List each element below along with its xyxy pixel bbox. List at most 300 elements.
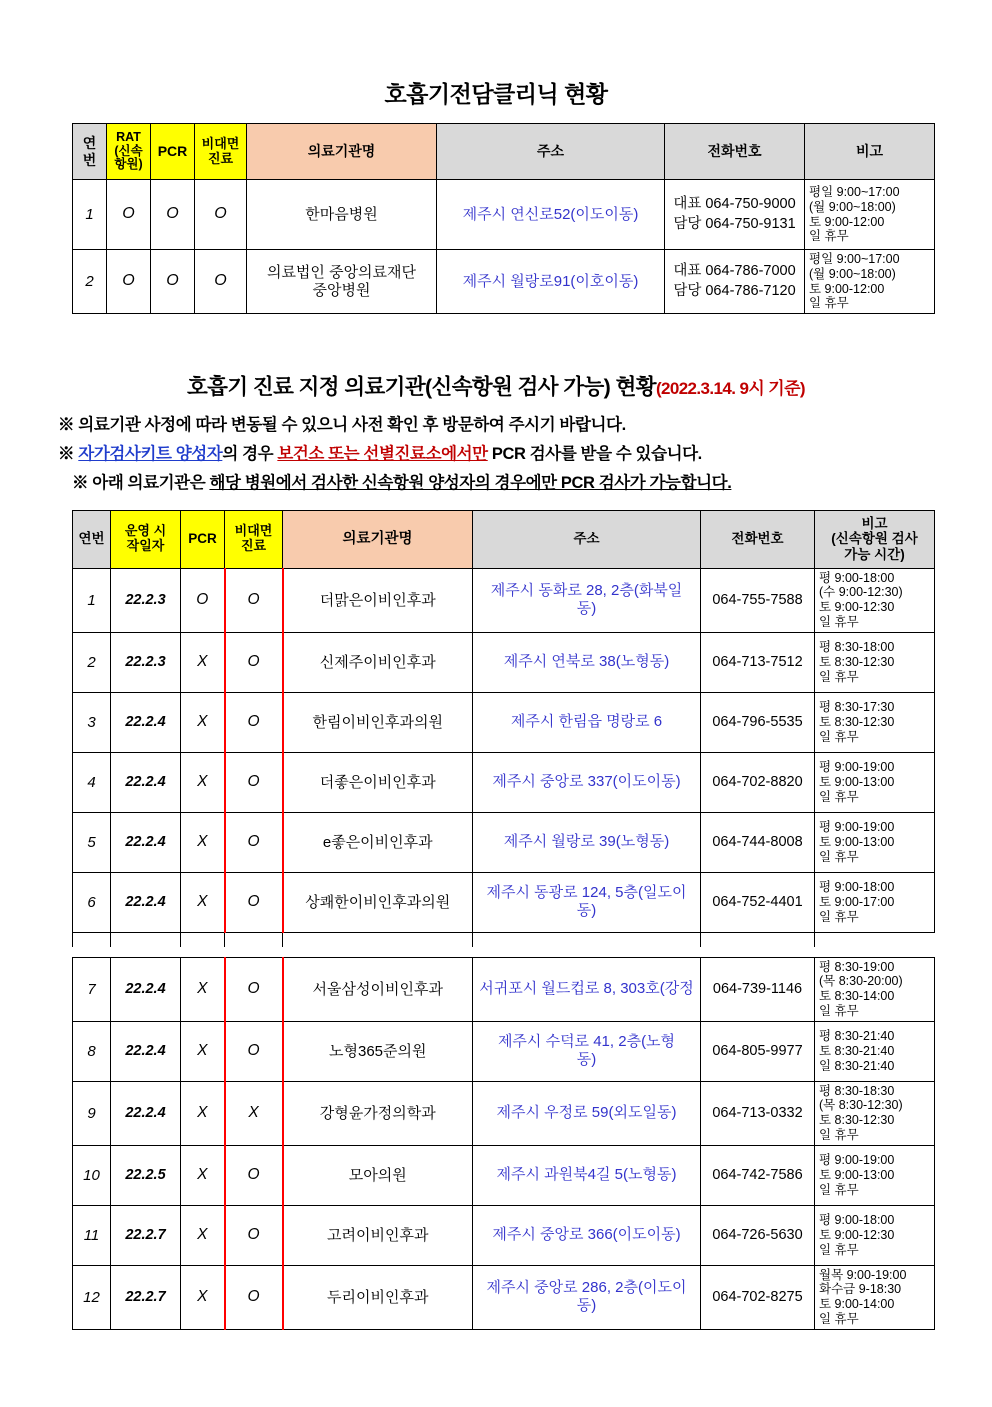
cell-phone-line1: 064-744-8008 xyxy=(712,833,803,850)
cell-institution-name-line1: 상쾌한이비인후과의원 xyxy=(305,893,451,911)
cell-institution-name-line1: 노형365준의원 xyxy=(329,1042,427,1060)
cell-note-line2: (수 9:00-12:30) xyxy=(819,585,903,600)
th-pcr: PCR xyxy=(151,124,195,180)
cell-phone-line1: 064-742-7586 xyxy=(712,1166,803,1183)
cell-start-date-line1: 22.2.5 xyxy=(125,1166,166,1183)
cell-institution-name xyxy=(283,568,473,632)
cell-institution-name xyxy=(283,872,473,932)
cell-untact xyxy=(225,812,283,872)
cell-note-line2: 토 8:30-21:40 xyxy=(819,1043,895,1058)
note-line-1 xyxy=(58,411,992,440)
cell-phone xyxy=(701,1021,815,1081)
cell-institution-name xyxy=(283,692,473,752)
cell-phone xyxy=(665,250,805,314)
page-break-gap xyxy=(0,947,992,957)
th-phone: 전화번호 xyxy=(665,124,805,180)
cell-start-date xyxy=(111,1205,181,1265)
cell-note-line1: 평 9:00-19:00 xyxy=(819,1153,895,1167)
cell-phone-line1: 064-805-9977 xyxy=(712,1042,803,1059)
th-note: 비고 xyxy=(805,124,935,180)
cell-address xyxy=(473,933,701,947)
cell-phone-line2: 담당 064-750-9131 xyxy=(673,215,796,232)
cell-note-line2: (월 9:00~18:00) xyxy=(809,266,896,281)
cell-no: 1 xyxy=(73,180,107,250)
cell-note-line4: 일 휴무 xyxy=(819,614,859,629)
cell-pcr xyxy=(181,812,225,872)
cell-pcr xyxy=(181,568,225,632)
table-row xyxy=(73,180,935,250)
section2-title-main: 호흡기 진료 지정 의료기관(신속항원 검사 가능) 현황 xyxy=(187,375,656,399)
cell-phone-line1: 대표 064-750-9000 xyxy=(673,195,796,212)
cell-note xyxy=(815,1205,935,1265)
cell-note-line3: 일 8:30-21:40 xyxy=(819,1058,895,1073)
th-untact-line2: 진료 xyxy=(207,150,234,166)
table-row xyxy=(73,568,935,632)
cell-address xyxy=(473,1265,701,1329)
cell-untact-line1: O xyxy=(247,591,260,609)
cell-note-line3: 일 휴무 xyxy=(819,789,859,804)
cell-institution-name-line1: 고려이비인후과 xyxy=(327,1226,429,1244)
cell-no xyxy=(73,1081,111,1145)
cell-untact-line1: X xyxy=(248,1104,259,1122)
designated-clinic-table-part2 xyxy=(72,957,935,1330)
cell-address xyxy=(473,1145,701,1205)
cell-no-line1: 11 xyxy=(83,1226,100,1244)
cell-untact xyxy=(225,933,283,947)
cell-pcr-line1: X xyxy=(197,1288,208,1306)
cell-start-date-line1: 22.2.3 xyxy=(125,653,166,670)
table-row xyxy=(73,752,935,812)
cell-phone xyxy=(701,1205,815,1265)
cell-note-line1: 평 9:00-19:00 xyxy=(819,820,895,834)
cell-note-line4: 일 휴무 xyxy=(809,296,849,311)
note-text-1: 의료기관 사정에 따라 변동될 수 있으니 사전 확인 후 방문하여 주시기 바랍니다. xyxy=(78,416,626,434)
table-row xyxy=(73,250,935,314)
th-note-line2: (신속항원 검사 xyxy=(831,531,918,547)
cell-untact xyxy=(225,1265,283,1329)
cell-address-line2: 동) xyxy=(576,1051,597,1069)
cell-start-date-line1: 22.2.4 xyxy=(125,1104,166,1121)
cell-pcr xyxy=(181,1145,225,1205)
cell-address xyxy=(473,1021,701,1081)
cell-address: 제주시 연신로52(이도이동) xyxy=(437,180,665,250)
cell-note-line1: 평 9:00-18:00 xyxy=(819,1213,895,1227)
cell-rat: O xyxy=(107,250,151,314)
cell-untact xyxy=(225,1205,283,1265)
cell-untact xyxy=(225,568,283,632)
cell-note-line1: 평 8:30-17:30 xyxy=(819,700,895,714)
th-start-date-line1: 운영 시 xyxy=(124,523,167,539)
cell-phone-line1: 064-713-0332 xyxy=(712,1104,803,1121)
cell-note-line1: 평 8:30-18:30 xyxy=(819,1083,895,1098)
th-untact-line2: 진료 xyxy=(240,538,267,554)
cell-address-line1: 제주시 연북로 38(노형동) xyxy=(503,653,670,671)
cell-phone xyxy=(701,752,815,812)
cell-pcr-line1: X xyxy=(197,893,208,911)
cell-phone-line1: 064-796-5535 xyxy=(712,713,803,730)
cell-pcr: O xyxy=(151,180,195,250)
cell-pcr-line1: X xyxy=(197,1226,208,1244)
cell-no-line1: 3 xyxy=(87,713,96,731)
cell-note-line3: 일 휴무 xyxy=(819,1242,859,1257)
cell-note-line2: 토 9:00-12:30 xyxy=(819,1227,895,1242)
cell-note xyxy=(815,957,935,1021)
designated-clinic-table xyxy=(72,510,935,933)
table-row xyxy=(73,872,935,932)
cell-untact-line1: O xyxy=(247,980,260,998)
th-note xyxy=(815,510,935,568)
cell-untact xyxy=(225,872,283,932)
cell-note-line2: 토 9:00-17:00 xyxy=(819,894,895,909)
th-untact-line1: 비대면 xyxy=(201,136,240,152)
cell-phone-line1: 064-702-8820 xyxy=(712,773,803,790)
cell-pcr xyxy=(181,752,225,812)
cell-note xyxy=(815,1081,935,1145)
cell-phone-line1: 064-739-1146 xyxy=(712,980,803,997)
cell-institution-name-line1: 모아의원 xyxy=(348,1166,407,1184)
cell-no xyxy=(73,872,111,932)
table-row xyxy=(73,1205,935,1265)
table-header-row xyxy=(73,510,935,568)
cell-address-line2: 동) xyxy=(576,1297,597,1315)
cell-institution-name-line1: 더맑은이비인후과 xyxy=(319,591,436,609)
cell-pcr-line1: X xyxy=(197,653,208,671)
cell-institution-name-line1: 서울삼성이비인후과 xyxy=(312,980,443,998)
cell-start-date-line1: 22.2.4 xyxy=(125,1042,166,1059)
cell-no-line1: 4 xyxy=(87,773,96,791)
cell-address xyxy=(473,752,701,812)
cell-start-date xyxy=(111,632,181,692)
th-institution-name: 의료기관명 xyxy=(283,510,473,568)
cell-pcr xyxy=(181,872,225,932)
cell-pcr-line1: X xyxy=(197,713,208,731)
cell-pcr xyxy=(181,632,225,692)
cell-note-line3: 일 휴무 xyxy=(819,849,859,864)
cell-note xyxy=(815,1021,935,1081)
cell-start-date xyxy=(111,812,181,872)
cell-address xyxy=(473,812,701,872)
note-mark-1: ※ xyxy=(58,416,75,434)
cell-no-line1: 9 xyxy=(87,1104,96,1122)
cell-institution-name xyxy=(283,1021,473,1081)
cell-start-date xyxy=(111,1265,181,1329)
cell-untact-line1: O xyxy=(247,1226,260,1244)
cell-address-line2: 동) xyxy=(576,902,597,920)
cell-phone-line1: 064-702-8275 xyxy=(712,1288,803,1305)
cell-no xyxy=(73,752,111,812)
cell-address: 제주시 월랑로91(이호이동) xyxy=(437,250,665,314)
cell-pcr: O xyxy=(151,250,195,314)
th-no: 연번 xyxy=(73,510,111,568)
th-no: 연번 xyxy=(73,124,107,180)
th-note-line1: 비고 xyxy=(861,515,888,531)
cell-start-date-line1: 22.2.4 xyxy=(125,893,166,910)
cell-pcr xyxy=(181,1021,225,1081)
cell-institution-name xyxy=(247,250,437,314)
cell-note-line3: 토 8:30-14:00 xyxy=(819,989,895,1004)
cell-institution-name-line1: 신제주이비인후과 xyxy=(319,653,436,671)
th-address: 주소 xyxy=(473,510,701,568)
cell-note-line3: 일 휴무 xyxy=(819,729,859,744)
cell-institution-name xyxy=(283,933,473,947)
cell-untact xyxy=(225,1021,283,1081)
cell-pcr-line1: X xyxy=(197,833,208,851)
cell-no xyxy=(73,632,111,692)
cell-note-line4: 일 휴무 xyxy=(819,1127,859,1142)
th-start-date xyxy=(111,510,181,568)
th-untact xyxy=(195,124,247,180)
table-row xyxy=(73,692,935,752)
th-rat-line1: RAT xyxy=(116,129,141,144)
cell-address-line1: 제주시 과원북4길 5(노형동) xyxy=(496,1166,677,1184)
cell-untact xyxy=(225,692,283,752)
note-text-2a: 자가검사키트 양성자 xyxy=(78,444,223,463)
cell-address-line1: 제주시 중앙로 337(이도이동) xyxy=(492,773,681,791)
cell-institution-name xyxy=(283,1145,473,1205)
cell-note-line1: 평일 9:00~17:00 xyxy=(809,185,900,199)
note-text-2d: PCR 검사를 받을 수 있습니다. xyxy=(487,444,702,463)
cell-untact xyxy=(225,1145,283,1205)
cell-note xyxy=(815,812,935,872)
cell-start-date-line1: 22.2.7 xyxy=(125,1288,166,1305)
cell-pcr xyxy=(181,1205,225,1265)
cell-note-line2: 토 9:00-13:00 xyxy=(819,774,895,789)
cell-institution-name-line1: e좋은이비인후과 xyxy=(322,833,433,851)
cell-untact: O xyxy=(195,180,247,250)
clipped-row-inner xyxy=(72,933,934,947)
cell-note xyxy=(815,933,935,947)
cell-address xyxy=(473,872,701,932)
cell-phone xyxy=(701,1145,815,1205)
cell-pcr-line1: X xyxy=(197,1104,208,1122)
cell-note-line1: 평일 9:00~17:00 xyxy=(809,252,900,266)
cell-start-date xyxy=(111,957,181,1021)
th-note-line3: 가능 시간) xyxy=(844,546,905,562)
note-mark-3: ※ xyxy=(72,473,89,492)
cell-institution-name xyxy=(283,1205,473,1265)
cell-note-line3: 일 휴무 xyxy=(819,1182,859,1197)
designated-clinic-rows-part1 xyxy=(73,568,935,932)
cell-phone xyxy=(701,692,815,752)
cell-phone xyxy=(701,632,815,692)
cell-no-line1: 6 xyxy=(87,893,96,911)
cell-address-line1: 제주시 우정로 59(외도일동) xyxy=(496,1104,677,1122)
cell-institution-name-line1: 의료법인 중앙의료재단 xyxy=(266,263,417,281)
cell-untact-line1: O xyxy=(247,1288,260,1306)
cell-start-date xyxy=(111,872,181,932)
th-pcr: PCR xyxy=(181,510,225,568)
cell-no-line1: 8 xyxy=(87,1042,96,1060)
note-text-3b: 해당 병원에서 검사한 신속항원 양성자의 경우에만 PCR 검사가 가능합니다. xyxy=(209,473,732,492)
cell-address xyxy=(473,692,701,752)
cell-no xyxy=(73,812,111,872)
cell-note xyxy=(805,180,935,250)
cell-institution-name-line1: 더좋은이비인후과 xyxy=(319,773,436,791)
cell-no-line1: 2 xyxy=(87,653,96,671)
cell-institution-name: 한마음병원 xyxy=(247,180,437,250)
cell-start-date xyxy=(111,568,181,632)
cell-start-date xyxy=(111,692,181,752)
cell-note-line3: 토 9:00-12:30 xyxy=(819,600,895,615)
table-row xyxy=(73,812,935,872)
section2-title-date: (2022.3.14. 9시 기준) xyxy=(655,379,805,398)
clipped-row-strip xyxy=(72,933,934,947)
cell-phone-line1: 064-752-4401 xyxy=(712,893,803,910)
cell-start-date-line1: 22.2.4 xyxy=(125,713,166,730)
th-phone: 전화번호 xyxy=(701,510,815,568)
cell-note-line2: (월 9:00~18:00) xyxy=(809,199,896,214)
cell-untact: O xyxy=(195,250,247,314)
cell-phone xyxy=(701,872,815,932)
cell-untact-line1: O xyxy=(247,893,260,911)
cell-note-line2: (목 8:30-12:30) xyxy=(819,1098,903,1113)
note-text-3a: 아래 의료기관은 xyxy=(92,473,210,492)
note-line-3 xyxy=(58,469,992,498)
cell-no xyxy=(73,1265,111,1329)
cell-start-date-line1: 22.2.3 xyxy=(125,591,166,608)
cell-no-line1: 5 xyxy=(87,833,96,851)
cell-note xyxy=(815,632,935,692)
cell-untact xyxy=(225,957,283,1021)
cell-no xyxy=(73,1205,111,1265)
cell-no xyxy=(73,568,111,632)
cell-untact-line1: O xyxy=(247,1042,260,1060)
section1-title: 호흡기전담클리닉 현황 xyxy=(384,81,608,107)
cell-note-line3: 토 9:00-14:00 xyxy=(819,1297,895,1312)
th-rat-line2: (신속 xyxy=(114,143,143,158)
cell-note-line3: 토 8:30-12:30 xyxy=(819,1113,895,1128)
cell-untact xyxy=(225,632,283,692)
cell-note xyxy=(815,692,935,752)
cell-untact xyxy=(225,1081,283,1145)
section2-title xyxy=(0,370,992,401)
note-mark-2: ※ xyxy=(58,444,75,463)
cell-no-line1: 12 xyxy=(83,1288,100,1306)
cell-institution-name-line1: 두리이비인후과 xyxy=(327,1288,429,1306)
cell-no xyxy=(73,957,111,1021)
cell-no-line1: 1 xyxy=(87,591,96,609)
cell-start-date-line1: 22.2.7 xyxy=(125,1226,166,1243)
cell-untact xyxy=(225,752,283,812)
cell-address xyxy=(473,632,701,692)
cell-untact-line1: O xyxy=(247,653,260,671)
cell-phone xyxy=(665,180,805,250)
cell-no-line1: 7 xyxy=(87,980,96,998)
cell-address-line2: 동) xyxy=(576,600,597,618)
cell-start-date xyxy=(111,752,181,812)
clipped-table xyxy=(72,933,934,947)
table-row xyxy=(73,1021,935,1081)
cell-no xyxy=(73,1145,111,1205)
cell-note xyxy=(815,752,935,812)
th-start-date-line2: 작일자 xyxy=(126,538,165,554)
cell-start-date-line1: 22.2.4 xyxy=(125,833,166,850)
cell-institution-name xyxy=(283,957,473,1021)
cell-note-line4: 일 휴무 xyxy=(819,1311,859,1326)
cell-address-line1: 제주시 월랑로 39(노형동) xyxy=(503,833,670,851)
note-text-2b: 의 경우 xyxy=(222,444,278,463)
note-line-2 xyxy=(58,440,992,469)
cell-phone-line2: 담당 064-786-7120 xyxy=(673,282,796,299)
cell-institution-name-line1: 강형윤가정의학과 xyxy=(319,1104,436,1122)
cell-phone xyxy=(701,1265,815,1329)
cell-note-line1: 평 8:30-18:00 xyxy=(819,640,895,654)
cell-untact-line1: O xyxy=(247,1166,260,1184)
cell-note-line1: 평 9:00-18:00 xyxy=(819,880,895,894)
cell-institution-name xyxy=(283,1081,473,1145)
th-address: 주소 xyxy=(437,124,665,180)
cell-note xyxy=(815,872,935,932)
cell-pcr-line1: O xyxy=(196,591,209,609)
cell-phone xyxy=(701,957,815,1021)
cell-address-line1: 제주시 동화로 28, 2층(화북일 xyxy=(490,582,683,600)
cell-phone xyxy=(701,812,815,872)
document-page xyxy=(0,76,992,1407)
cell-phone xyxy=(701,933,815,947)
cell-note-line4: 일 휴무 xyxy=(819,1003,859,1018)
cell-address-line1: 제주시 동광로 124, 5층(일도이 xyxy=(486,884,687,902)
table-row xyxy=(73,1265,935,1329)
cell-note-line1: 월목 9:00-19:00 xyxy=(819,1267,907,1282)
cell-note-line3: 토 9:00-12:00 xyxy=(809,281,885,296)
cell-note-line2: (목 8:30-20:00) xyxy=(819,974,903,989)
cell-note-line1: 평 8:30-21:40 xyxy=(819,1029,895,1043)
cell-no: 2 xyxy=(73,250,107,314)
cell-untact-line1: O xyxy=(247,773,260,791)
th-untact-line1: 비대면 xyxy=(234,523,273,539)
cell-no-line1: 10 xyxy=(83,1166,100,1184)
cell-note-line1: 평 9:00-18:00 xyxy=(819,570,895,585)
cell-note xyxy=(805,250,935,314)
cell-note-line2: 화수금 9-18:30 xyxy=(819,1282,902,1297)
cell-start-date xyxy=(111,1145,181,1205)
cell-pcr-line1: X xyxy=(197,773,208,791)
cell-address xyxy=(473,1205,701,1265)
cell-start-date-line1: 22.2.4 xyxy=(125,980,166,997)
cell-untact-line1: O xyxy=(247,713,260,731)
cell-institution-name xyxy=(283,812,473,872)
cell-note-line1: 평 9:00-19:00 xyxy=(819,760,895,774)
cell-pcr xyxy=(181,692,225,752)
cell-address-line1: 서귀포시 월드컵로 8, 303호(강정 xyxy=(479,980,694,998)
cell-no xyxy=(73,933,111,947)
cell-note-line3: 토 9:00-12:00 xyxy=(809,214,885,229)
cell-no xyxy=(73,1021,111,1081)
cell-note-line3: 일 휴무 xyxy=(819,909,859,924)
th-rat-line3: 항원) xyxy=(114,157,143,172)
cell-note-line3: 일 휴무 xyxy=(819,669,859,684)
cell-note-line2: 토 8:30-12:30 xyxy=(819,714,895,729)
cell-pcr xyxy=(181,1081,225,1145)
cell-start-date xyxy=(111,933,181,947)
cell-untact-line1: O xyxy=(247,833,260,851)
cell-address-line1: 제주시 중앙로 366(이도이동) xyxy=(492,1226,681,1244)
cell-note-line1: 평 8:30-19:00 xyxy=(819,959,895,974)
cell-institution-name-line1: 한림이비인후과의원 xyxy=(312,713,443,731)
cell-start-date xyxy=(111,1021,181,1081)
cell-phone-line1: 064-755-7588 xyxy=(712,591,803,608)
cell-pcr xyxy=(181,933,225,947)
respiratory-clinic-table xyxy=(72,123,935,314)
cell-phone-line1: 064-713-7512 xyxy=(712,653,803,670)
table-row xyxy=(73,632,935,692)
table-row-clipped xyxy=(73,933,935,947)
cell-note-line2: 토 9:00-13:00 xyxy=(819,1167,895,1182)
cell-phone-line1: 064-726-5630 xyxy=(712,1226,803,1243)
cell-rat: O xyxy=(107,180,151,250)
designated-clinic-rows-part2 xyxy=(73,957,935,1329)
cell-start-date xyxy=(111,1081,181,1145)
